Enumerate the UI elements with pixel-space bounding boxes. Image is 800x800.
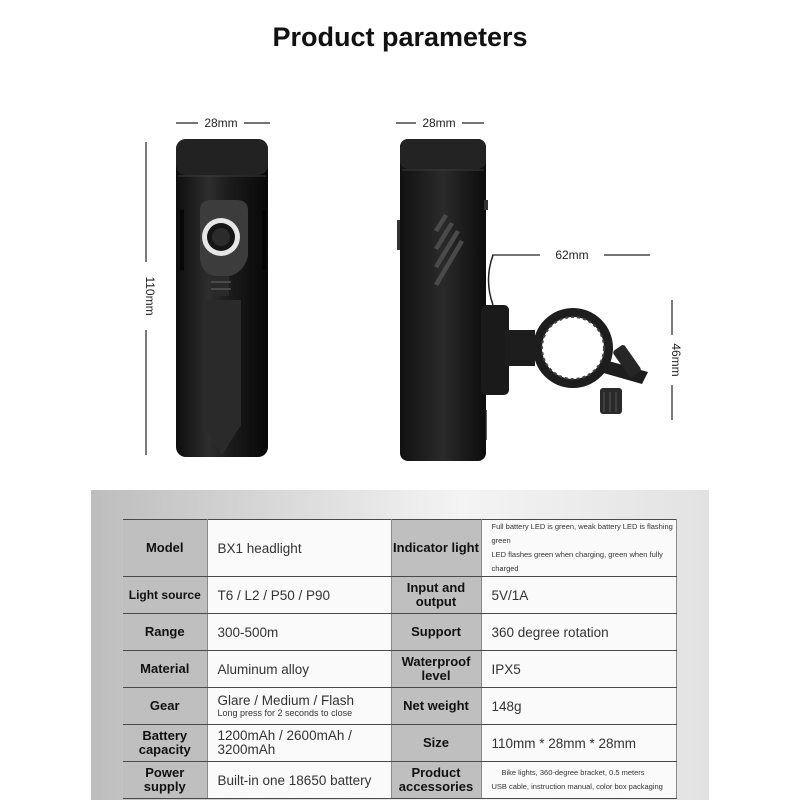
- table-row: [123, 725, 676, 762]
- front-height-dimension: [143, 142, 157, 455]
- table-row: [123, 520, 676, 577]
- spec-value: [481, 762, 676, 799]
- spec-value: 360 degree rotation: [481, 614, 676, 651]
- spec-label: Product accessories: [391, 762, 481, 799]
- spec-value: 5V/1A: [481, 577, 676, 614]
- table-row: [123, 577, 676, 614]
- spec-label: Range: [123, 614, 207, 651]
- spec-value: T6 / L2 / P50 / P90: [207, 577, 391, 614]
- spec-label: Battery capacity: [123, 725, 207, 762]
- table-row: [123, 614, 676, 651]
- spec-label: Power supply: [123, 762, 207, 799]
- svg-text:62mm: 62mm: [555, 248, 589, 262]
- indicator-line-2: LED flashes green when charging, green when fully charged: [491, 550, 663, 573]
- gear-modes: Glare / Medium / Flash: [217, 693, 355, 708]
- table-row: [123, 688, 676, 725]
- spec-label: Input and output: [391, 577, 481, 614]
- table-row: [123, 651, 676, 688]
- accessories-line-2: USB cable, instruction manual, color box packaging: [491, 782, 663, 791]
- svg-text:28mm: 28mm: [422, 116, 456, 130]
- spec-label: Waterproof level: [391, 651, 481, 688]
- spec-label: Support: [391, 614, 481, 651]
- spec-label: Material: [123, 651, 207, 688]
- spec-label: Model: [123, 520, 207, 577]
- front-width-dimension: [176, 116, 270, 130]
- spec-label: Gear: [123, 688, 207, 725]
- svg-text:28mm: 28mm: [204, 116, 238, 130]
- side-width-dimension: [396, 116, 484, 130]
- gear-note: Long press for 2 seconds to close: [217, 708, 353, 718]
- spec-table: [123, 519, 677, 799]
- spec-value: [481, 520, 676, 577]
- spec-value: IPX5: [481, 651, 676, 688]
- spec-label: Size: [391, 725, 481, 762]
- headlight-front-view: [176, 139, 268, 457]
- accessories-line-1: Bike lights, 360-degree bracket, 0.5 meters: [501, 768, 645, 777]
- table-row: [123, 762, 676, 799]
- spec-label: Indicator light: [391, 520, 481, 577]
- svg-text:110mm: 110mm: [143, 276, 157, 316]
- spec-value: Aluminum alloy: [207, 651, 391, 688]
- spec-value: Built-in one 18650 battery: [207, 762, 391, 799]
- spec-value: 148g: [481, 688, 676, 725]
- spec-value: 300-500m: [207, 614, 391, 651]
- svg-text:46mm: 46mm: [669, 343, 683, 377]
- mount-depth-dimension: [492, 248, 650, 262]
- headlight-side-view: [397, 139, 493, 461]
- spec-value: BX1 headlight: [207, 520, 391, 577]
- indicator-line-1: Full battery LED is green, weak battery LED is flashing green: [491, 522, 673, 545]
- page-title: Product parameters: [272, 22, 528, 52]
- spec-label: Net weight: [391, 688, 481, 725]
- spec-value: 110mm * 28mm * 28mm: [481, 725, 676, 762]
- spec-value: [207, 688, 391, 725]
- mount-height-dimension: [669, 300, 683, 420]
- spec-value: 1200mAh / 2600mAh / 3200mAh: [207, 725, 391, 762]
- handlebar-bracket: [481, 305, 648, 414]
- spec-label: Light source: [123, 577, 207, 614]
